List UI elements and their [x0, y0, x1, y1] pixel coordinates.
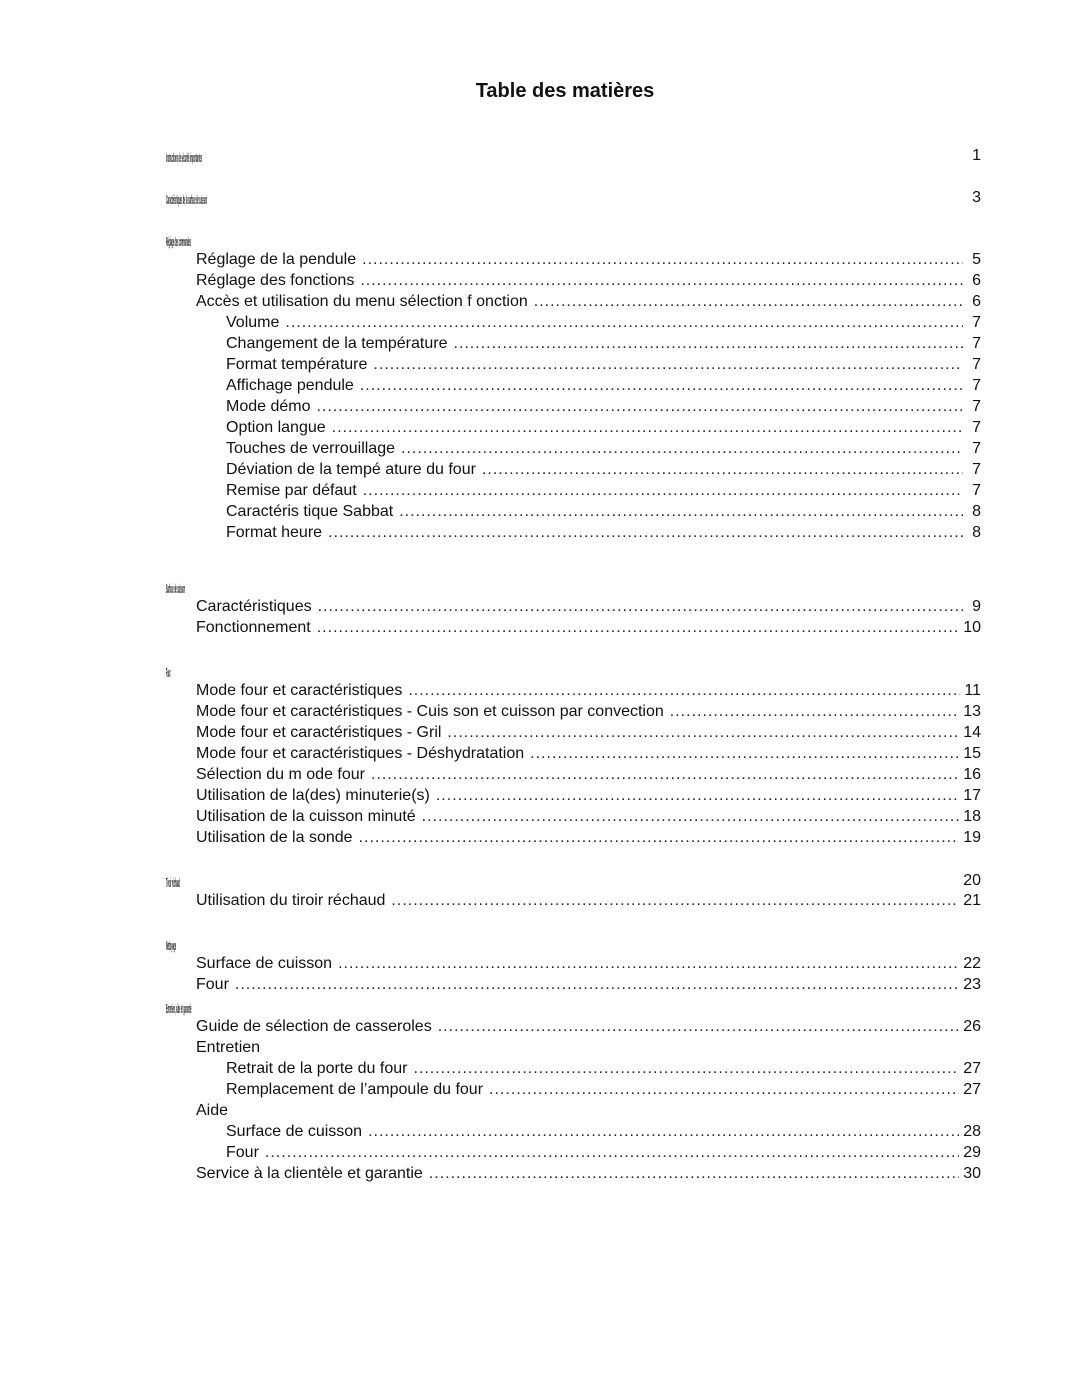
entry-page-number: 8 [972, 503, 981, 520]
dot-leader [318, 596, 963, 617]
entry-page-number: 7 [972, 440, 981, 457]
dot-leader [285, 312, 963, 333]
entry-page-number: 28 [963, 1123, 981, 1140]
entry-label: Mode démo [226, 398, 311, 415]
dot-leader [317, 396, 964, 417]
entry-label: Remplacement de l’ampoule du four [226, 1081, 484, 1098]
section-gap [166, 848, 981, 869]
entry-label: Aide [196, 1102, 229, 1119]
entry-label: Service à la clientèle et garantie [196, 1165, 423, 1182]
entry-page-number: 6 [972, 272, 981, 289]
toc-entry[interactable] [166, 375, 981, 396]
dot-leader [401, 438, 963, 459]
toc-entry[interactable] [166, 249, 981, 270]
toc-entry[interactable] [166, 1016, 981, 1037]
entry-label: Option langue [226, 419, 326, 436]
toc-entry[interactable] [166, 480, 981, 501]
entry-label: Guide de sélection de casseroles [196, 1018, 432, 1035]
toc-entry[interactable] [166, 806, 981, 827]
toc-entry[interactable] [166, 953, 981, 974]
entry-page-number: 22 [963, 955, 981, 972]
toc-entry[interactable] [166, 333, 981, 354]
entry-page-number: 14 [963, 724, 981, 741]
entry-page-number: 27 [963, 1081, 981, 1098]
dot-leader [391, 890, 959, 911]
entry-label: Remise par défaut [226, 482, 357, 499]
toc-entry[interactable] [166, 438, 981, 459]
section-title: Four [166, 665, 171, 680]
dot-leader [422, 806, 960, 827]
section-gap [166, 165, 981, 186]
entry-label: Réglage de la pendule [196, 251, 357, 268]
entry-page-number: 7 [972, 335, 981, 352]
toc-entry[interactable] [166, 1037, 981, 1058]
entry-page-number: 18 [963, 808, 981, 825]
section-gap [166, 638, 981, 659]
toc-section-heading[interactable] [166, 186, 981, 207]
entry-page-number: 19 [963, 829, 981, 846]
entry-label: Touches de verrouillage [226, 440, 395, 457]
dot-leader [235, 974, 959, 995]
section-title: Caractéristiques de la surface de cuisson [166, 192, 208, 207]
dot-leader [482, 459, 963, 480]
entry-page-number: 7 [972, 314, 981, 331]
entry-page-number: 29 [963, 1144, 981, 1161]
toc-section-heading[interactable] [166, 228, 981, 249]
entry-label: Caractéristiques [196, 598, 312, 615]
entry-label: Surface de cuisson [196, 955, 333, 972]
toc-entry[interactable] [166, 1058, 981, 1079]
toc-section-heading[interactable] [166, 932, 981, 953]
entry-page-number: 23 [963, 976, 981, 993]
dot-leader [399, 501, 963, 522]
entry-page-number: 9 [972, 598, 981, 615]
entry-label: Affichage pendule [226, 377, 354, 394]
toc-entry[interactable] [166, 617, 981, 638]
section-title: Instructions de sécurité importantes [166, 150, 202, 165]
entry-label: Déviation de la tempé ature du four [226, 461, 476, 478]
entry-page-number: 30 [963, 1165, 981, 1182]
toc-entry[interactable] [166, 270, 981, 291]
entry-label: Sélection du m ode four [196, 766, 365, 783]
entry-label: Four [196, 976, 229, 993]
entry-page-number: 7 [972, 377, 981, 394]
dot-leader [317, 617, 959, 638]
entry-page-number: 27 [963, 1060, 981, 1077]
dot-leader [363, 480, 963, 501]
toc-entry[interactable] [166, 1163, 981, 1184]
dot-leader [436, 785, 959, 806]
dot-leader [413, 1058, 959, 1079]
toc-entry[interactable] [166, 459, 981, 480]
dot-leader [360, 270, 963, 291]
toc-entry[interactable] [166, 291, 981, 312]
toc-entry[interactable] [166, 890, 981, 911]
section-title: Tiroir réchaud [166, 875, 180, 890]
dot-leader [371, 764, 959, 785]
toc-entry[interactable] [166, 764, 981, 785]
toc-entry[interactable] [166, 680, 981, 701]
dot-leader [438, 1016, 960, 1037]
dot-leader [265, 1142, 959, 1163]
entry-label: Changement de la température [226, 335, 448, 352]
toc-entry[interactable] [166, 1121, 981, 1142]
entry-page-number: 5 [972, 251, 981, 268]
entry-page-number: 8 [972, 524, 981, 541]
entry-label: Utilisation du tiroir réchaud [196, 892, 386, 909]
entry-page-number: 16 [963, 766, 981, 783]
entry-label: Utilisation de la cuisson minuté [196, 808, 416, 825]
dot-leader [670, 701, 959, 722]
dot-leader [359, 827, 960, 848]
entry-page-number: 15 [963, 745, 981, 762]
section-page-number: 20 [963, 872, 981, 889]
toc-entry[interactable] [166, 743, 981, 764]
toc-entry[interactable] [166, 701, 981, 722]
toc-section-heading[interactable] [166, 144, 981, 165]
dot-leader [534, 291, 963, 312]
dot-leader [453, 333, 963, 354]
entry-label: Mode four et caractéristiques - Déshydratation [196, 745, 525, 762]
entry-page-number: 7 [972, 482, 981, 499]
entry-page-number: 21 [963, 892, 981, 909]
entry-page-number: 6 [972, 293, 981, 310]
dot-leader [447, 722, 959, 743]
toc-entry[interactable] [166, 722, 981, 743]
section-title: Nettoyage [166, 938, 177, 953]
toc-entry[interactable] [166, 1142, 981, 1163]
section-page-number: 3 [972, 189, 981, 206]
toc-entry[interactable] [166, 522, 981, 543]
toc-entry[interactable] [166, 785, 981, 806]
table-of-contents [166, 144, 981, 1184]
entry-label: Volume [226, 314, 280, 331]
entry-page-number: 7 [972, 461, 981, 478]
page-title: Table des matières [475, 80, 655, 102]
dot-leader [368, 1121, 959, 1142]
toc-entry[interactable] [166, 1100, 981, 1121]
dot-leader [360, 375, 963, 396]
toc-section-heading[interactable] [166, 869, 981, 890]
entry-label: Accès et utilisation du menu sélection f onction [196, 293, 528, 310]
dot-leader [408, 680, 960, 701]
toc-section-heading[interactable] [166, 659, 981, 680]
entry-page-number: 17 [963, 787, 981, 804]
toc-entry[interactable] [166, 396, 981, 417]
section-title: Réglage des commandes [166, 234, 191, 249]
dot-leader [328, 522, 963, 543]
entry-label: Caractéris tique Sabbat [226, 503, 394, 520]
entry-label: Format température [226, 356, 368, 373]
entry-label: Utilisation de la sonde [196, 829, 353, 846]
dot-leader [332, 417, 963, 438]
section-gap [166, 207, 981, 228]
toc-entry[interactable] [166, 417, 981, 438]
toc-section-heading[interactable] [166, 995, 981, 1016]
toc-entry[interactable] [166, 354, 981, 375]
entry-page-number: 10 [963, 619, 981, 636]
entry-label: Mode four et caractéristiques - Gril [196, 724, 442, 741]
entry-label: Format heure [226, 524, 323, 541]
toc-entry[interactable] [166, 312, 981, 333]
entry-label: Mode four et caractéristiques [196, 682, 403, 699]
entry-page-number: 7 [972, 419, 981, 436]
entry-page-number: 13 [963, 703, 981, 720]
dot-leader [530, 743, 959, 764]
entry-label: Utilisation de la(des) minuterie(s) [196, 787, 430, 804]
entry-page-number: 7 [972, 356, 981, 373]
toc-entry[interactable] [166, 596, 981, 617]
dot-leader [338, 953, 959, 974]
section-gap [166, 543, 981, 575]
entry-label: Retrait de la porte du four [226, 1060, 408, 1077]
entry-label: Réglage des fonctions [196, 272, 355, 289]
toc-section-heading[interactable] [166, 575, 981, 596]
entry-label: Surface de cuisson [226, 1123, 363, 1140]
dot-leader [362, 249, 963, 270]
dot-leader [429, 1163, 959, 1184]
entry-label: Entretien [196, 1039, 261, 1056]
entry-label: Four [226, 1144, 259, 1161]
section-title: Entretien, aide et garantie [166, 1001, 192, 1016]
toc-entry[interactable] [166, 974, 981, 995]
toc-entry[interactable] [166, 827, 981, 848]
toc-entry[interactable] [166, 1079, 981, 1100]
entry-page-number: 11 [964, 682, 981, 699]
toc-entry[interactable] [166, 501, 981, 522]
section-gap [166, 911, 981, 932]
entry-page-number: 26 [963, 1018, 981, 1035]
dot-leader [373, 354, 963, 375]
section-title: Surface de cuisson [166, 581, 186, 596]
entry-page-number: 7 [972, 398, 981, 415]
dot-leader [489, 1079, 959, 1100]
entry-label: Mode four et caractéristiques - Cuis son et cuisson par convection [196, 703, 664, 720]
section-page-number: 1 [972, 147, 981, 164]
entry-label: Fonctionnement [196, 619, 311, 636]
